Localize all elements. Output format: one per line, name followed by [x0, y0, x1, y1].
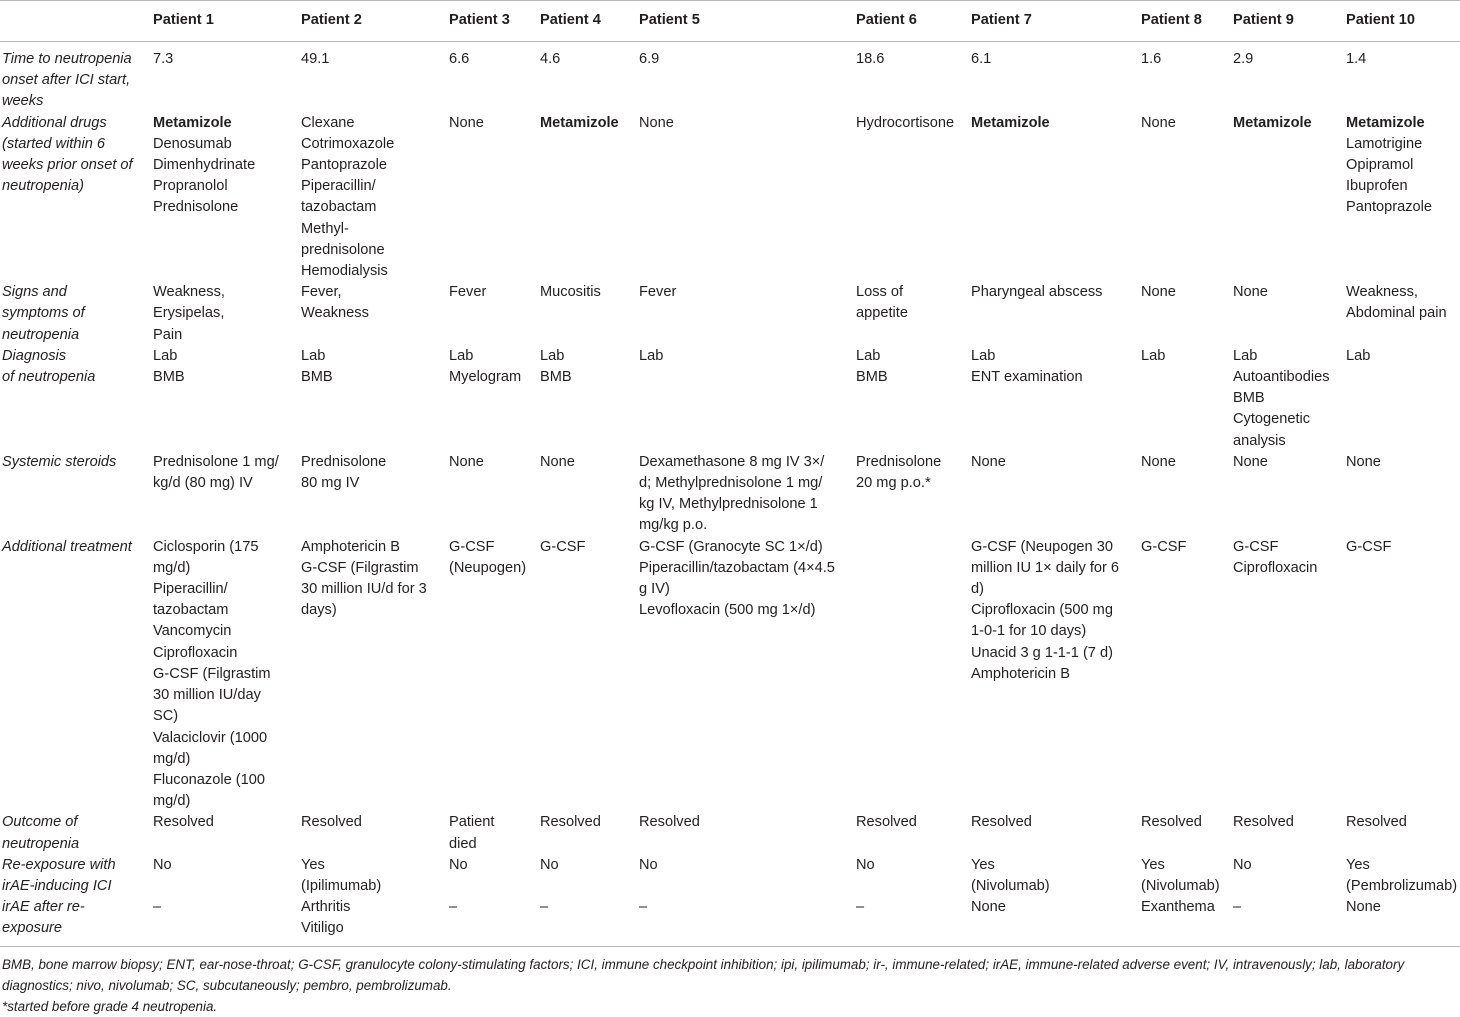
table-cell — [639, 282, 856, 346]
table-cell — [1346, 42, 1460, 113]
column-header: Patient 4 — [540, 1, 639, 42]
table-cell — [1233, 537, 1346, 813]
cell-text: G-CSF Ciprofloxacin — [1233, 538, 1318, 576]
table-cell — [153, 282, 301, 346]
table-cell — [971, 812, 1141, 854]
cell-text: 6.6 — [449, 51, 470, 67]
cell-text: None — [639, 114, 674, 131]
table-row — [0, 452, 1460, 537]
table-cell — [153, 537, 301, 813]
table-cell — [1141, 537, 1233, 813]
row-label: Systemic steroids — [2, 453, 117, 470]
table-cell — [1141, 812, 1233, 854]
cell-text: Resolved — [540, 814, 601, 831]
column-header: Patient 8 — [1141, 1, 1233, 42]
cell-text: Lab BMB — [301, 347, 333, 386]
cell-text: None — [1141, 284, 1176, 301]
table-cell — [540, 452, 639, 537]
cell-text: Resolved — [1233, 814, 1294, 831]
table-cell — [153, 42, 301, 113]
table-cell — [153, 346, 301, 452]
cell-text: Resolved — [301, 814, 362, 831]
table-cell — [639, 452, 856, 537]
cell-text: Prednisolone 1 mg/ kg/d (80 mg) IV — [153, 453, 279, 492]
cell-text: No — [639, 856, 658, 873]
table-cell — [1346, 812, 1460, 854]
table-cell — [153, 855, 301, 897]
cell-text: Arthritis Vitiligo — [301, 899, 351, 937]
table-cell — [856, 812, 971, 854]
table-cell — [639, 812, 856, 854]
table-cell — [639, 42, 856, 113]
cell-text: Clexane Cotrimoxazole Pantoprazole Piperacillin/ tazobactam Methyl- prednisolone Hemodialysis — [301, 114, 395, 280]
row-label: irAE after re- exposure — [0, 897, 153, 946]
cell-text: G-CSF (Neupogen 30 million IU 1× daily for 6 d) Ciprofloxacin (500 mg 1-0-1 for 10 days) Unacid 3 g 1-1-1 (7 d) Amphotericin B — [971, 538, 1120, 682]
table-cell — [540, 855, 639, 897]
cell-text: Yes (Pembrolizumab) — [1346, 856, 1458, 894]
row-label: Diagnosis of neutropenia — [2, 347, 96, 386]
header-row — [0, 1, 1460, 42]
cell-text: 1.4 — [1346, 51, 1367, 67]
table-cell — [971, 113, 1141, 283]
table-cell — [1233, 452, 1346, 537]
table-cell — [301, 855, 449, 897]
table-cell — [1141, 855, 1233, 897]
cell-text: Resolved — [1346, 814, 1407, 831]
table-cell — [971, 42, 1141, 113]
table-cell — [971, 346, 1141, 452]
table-cell — [449, 537, 540, 813]
cell-bold-text: Metamizole — [1233, 114, 1312, 131]
table-cell — [449, 282, 540, 346]
asterisk-footnote: *started before grade 4 neutropenia. — [2, 999, 218, 1014]
column-header: Patient 6 — [856, 1, 971, 42]
table-cell — [449, 42, 540, 113]
cell-text: Lab ENT examination — [971, 347, 1083, 386]
cell-text: – — [449, 899, 458, 916]
cell-text: G-CSF — [1346, 538, 1392, 555]
table-cell — [449, 113, 540, 283]
table-cell — [301, 897, 449, 946]
table-cell — [301, 113, 449, 283]
table-cell — [540, 282, 639, 346]
table-cell — [1233, 113, 1346, 283]
table-cell — [1141, 897, 1233, 946]
table-cell — [1141, 42, 1233, 113]
cell-text: Resolved — [153, 814, 214, 831]
table-footnotes — [2, 954, 1458, 1017]
cell-text: None — [449, 114, 484, 131]
cell-text: No — [1233, 856, 1252, 873]
table-cell — [301, 282, 449, 346]
table-cell — [449, 812, 540, 854]
cell-text: No — [449, 856, 468, 873]
cell-text: G-CSF (Neupogen) — [449, 538, 527, 576]
cell-text: G-CSF — [1141, 538, 1187, 555]
table-cell — [639, 855, 856, 897]
cell-text: – — [153, 899, 162, 916]
cell-text: Patient died — [449, 814, 495, 852]
cell-text: Yes (Nivolumab) — [971, 856, 1050, 894]
cell-text: Loss of appetite — [856, 284, 908, 322]
cell-text: Resolved — [1141, 814, 1202, 831]
cell-text: 4.6 — [540, 51, 561, 67]
table-cell — [971, 452, 1141, 537]
cell-text: 7.3 — [153, 51, 174, 67]
cell-text: Denosumab Dimenhydrinate Propranolol Prednisolone — [153, 135, 256, 216]
table-cell — [1233, 897, 1346, 946]
cell-text: Ciclosporin (175 mg/d) Piperacillin/ tazobactam Vancomycin Ciprofloxacin G-CSF (Filgrastim 30 million IU/day SC) Valaciclovir (1000 mg/d) Fluconazole (100 mg/d) — [153, 538, 271, 810]
table-cell — [856, 537, 971, 813]
cell-text: Dexamethasone 8 mg IV 3×/ d; Methylprednisolone 1 mg/ kg IV, Methylprednisolone 1 mg/kg p.o. — [639, 453, 825, 534]
table-cell — [1346, 346, 1460, 452]
table-cell — [153, 113, 301, 283]
table-cell — [639, 897, 856, 946]
column-header: Patient 5 — [639, 1, 856, 42]
cell-text: 18.6 — [856, 51, 885, 67]
table-row — [0, 897, 1460, 946]
cell-text: Amphotericin B G-CSF (Filgrastim 30 million IU/d for 3 days) — [301, 538, 427, 619]
table-cell — [153, 452, 301, 537]
table-cell — [971, 282, 1141, 346]
cell-text: Lab BMB — [540, 347, 572, 386]
table-cell — [1141, 282, 1233, 346]
cell-text: None — [1346, 453, 1381, 470]
table-row — [0, 346, 1460, 452]
cell-text: No — [856, 856, 875, 873]
cell-text: 49.1 — [301, 51, 330, 67]
table-cell — [153, 812, 301, 854]
column-header — [0, 1, 153, 42]
cell-text: – — [540, 899, 549, 916]
cell-text: None — [540, 453, 575, 470]
table-cell — [639, 113, 856, 283]
table-cell — [856, 42, 971, 113]
cell-text: Fever, Weakness — [301, 284, 369, 322]
cell-text: Lab — [1141, 347, 1166, 364]
cell-text: Prednisolone 80 mg IV — [301, 453, 387, 492]
cell-text: None — [971, 453, 1006, 470]
column-header: Patient 9 — [1233, 1, 1346, 42]
cell-text: Lamotrigine Opipramol Ibuprofen Pantoprazole — [1346, 135, 1433, 216]
cell-bold-text: Metamizole — [971, 114, 1050, 131]
table-cell — [540, 812, 639, 854]
row-label: Outcome of neutropenia — [2, 814, 80, 852]
table-cell — [301, 42, 449, 113]
cell-text: Weakness, Abdominal pain — [1346, 284, 1447, 322]
cell-text: Fever — [449, 284, 487, 301]
table-cell — [540, 537, 639, 813]
table-cell — [1346, 537, 1460, 813]
table-cell — [856, 113, 971, 283]
cell-bold-text: Metamizole — [153, 114, 232, 131]
cell-text: Lab Myelogram — [449, 347, 522, 386]
cell-text: Prednisolone 20 mg p.o.* — [856, 453, 942, 492]
table-cell — [1346, 282, 1460, 346]
table-cell — [971, 855, 1141, 897]
table-cell — [639, 537, 856, 813]
cell-text: Resolved — [639, 814, 700, 831]
table-row — [0, 282, 1460, 346]
cell-text: Resolved — [856, 814, 917, 831]
cell-text: None — [1346, 899, 1381, 916]
cell-bold-text: Metamizole — [540, 114, 619, 131]
column-header: Patient 10 — [1346, 1, 1460, 42]
cell-text: G-CSF — [540, 538, 586, 555]
table-cell — [1233, 282, 1346, 346]
cell-text: Pharyngeal abscess — [971, 284, 1103, 301]
row-label: Additional treatment — [2, 538, 132, 555]
cell-text: Exanthema — [1141, 899, 1215, 916]
cell-text: 1.6 — [1141, 51, 1162, 67]
table-cell — [856, 897, 971, 946]
cell-text: Mucositis — [540, 284, 601, 301]
table-cell — [449, 452, 540, 537]
table-row — [0, 113, 1460, 283]
abbreviations-footnote: BMB, bone marrow biopsy; ENT, ear-nose-throat; G-CSF, granulocyte colony-stimulating factors; ICI, immune checkpoint inhibition; ipi, ipilimumab; ir-, immune-related; irAE, immune-related adverse event; IV, intravenously; lab, laboratory diagnostics; nivo, nivolumab; SC, subcutaneously; pembro, pembrolizumab. — [2, 957, 1405, 993]
cell-bold-text: Metamizole — [1346, 114, 1425, 131]
cell-text: Lab Autoantibodies BMB Cytogenetic analysis — [1233, 347, 1330, 449]
cell-text: Lab — [1346, 347, 1371, 364]
table-cell — [153, 897, 301, 946]
table-cell — [856, 452, 971, 537]
cell-text: G-CSF (Granocyte SC 1×/d) Piperacillin/tazobactam (4×4.5 g IV) Levofloxacin (500 mg 1×/d) — [639, 538, 835, 619]
cell-text: No — [153, 856, 172, 873]
table-cell — [856, 346, 971, 452]
table-cell — [1141, 346, 1233, 452]
cell-text: No — [540, 856, 559, 873]
cell-text: None — [1141, 453, 1176, 470]
cell-text: 6.9 — [639, 51, 660, 67]
table-row — [0, 42, 1460, 113]
column-header: Patient 1 — [153, 1, 301, 42]
table-cell — [540, 346, 639, 452]
cell-text: Lab BMB — [856, 347, 888, 386]
table-cell — [1346, 113, 1460, 283]
column-header: Patient 3 — [449, 1, 540, 42]
row-label: Time to neutropenia onset after ICI start, weeks — [2, 51, 132, 110]
table-cell — [301, 812, 449, 854]
table-row — [0, 855, 1460, 897]
table-cell — [540, 897, 639, 946]
table-cell — [449, 346, 540, 452]
cell-text: – — [1233, 899, 1242, 916]
cell-text: None — [971, 899, 1006, 916]
cell-text: Fever — [639, 284, 677, 301]
table-row — [0, 812, 1460, 854]
table-cell — [971, 537, 1141, 813]
cell-text: Resolved — [971, 814, 1032, 831]
table-cell — [1141, 452, 1233, 537]
cell-text: None — [1233, 284, 1268, 301]
cell-text: – — [856, 899, 865, 916]
table-cell — [1141, 113, 1233, 283]
table-cell — [301, 452, 449, 537]
cell-text: Yes (Ipilimumab) — [301, 856, 382, 894]
cell-text: – — [639, 899, 648, 916]
cell-text: Hydrocortisone — [856, 114, 955, 131]
cell-text: 2.9 — [1233, 51, 1254, 67]
column-header: Patient 7 — [971, 1, 1141, 42]
table-cell — [301, 537, 449, 813]
table-cell — [1346, 452, 1460, 537]
table-body — [0, 42, 1460, 947]
table-cell — [1233, 346, 1346, 452]
table-cell — [540, 113, 639, 283]
table-cell — [856, 855, 971, 897]
cell-text: None — [449, 453, 484, 470]
table-cell — [1346, 855, 1460, 897]
table-cell — [856, 282, 971, 346]
cell-text: Weakness, Erysipelas, Pain — [153, 284, 225, 343]
table-cell — [301, 346, 449, 452]
table-cell — [971, 897, 1141, 946]
cell-text: None — [1141, 114, 1176, 131]
cell-text: 6.1 — [971, 51, 992, 67]
cell-text: None — [1233, 453, 1268, 470]
table-cell — [639, 346, 856, 452]
row-label: Additional drugs (started within 6 weeks prior onset of neutropenia) — [2, 114, 133, 195]
table-cell — [1346, 897, 1460, 946]
table-cell — [1233, 855, 1346, 897]
cell-text: Yes (Nivolumab) — [1141, 856, 1220, 894]
table-cell — [1233, 42, 1346, 113]
table-cell — [540, 42, 639, 113]
table-cell — [449, 897, 540, 946]
table-cell — [449, 855, 540, 897]
table-cell — [1233, 812, 1346, 854]
cell-text: Lab BMB — [153, 347, 185, 386]
row-label: Re-exposure with irAE-inducing ICI — [2, 856, 116, 894]
cell-text: Lab — [639, 347, 664, 364]
row-label: Signs and symptoms of neutropenia — [2, 284, 85, 343]
table-row — [0, 537, 1460, 813]
column-header: Patient 2 — [301, 1, 449, 42]
